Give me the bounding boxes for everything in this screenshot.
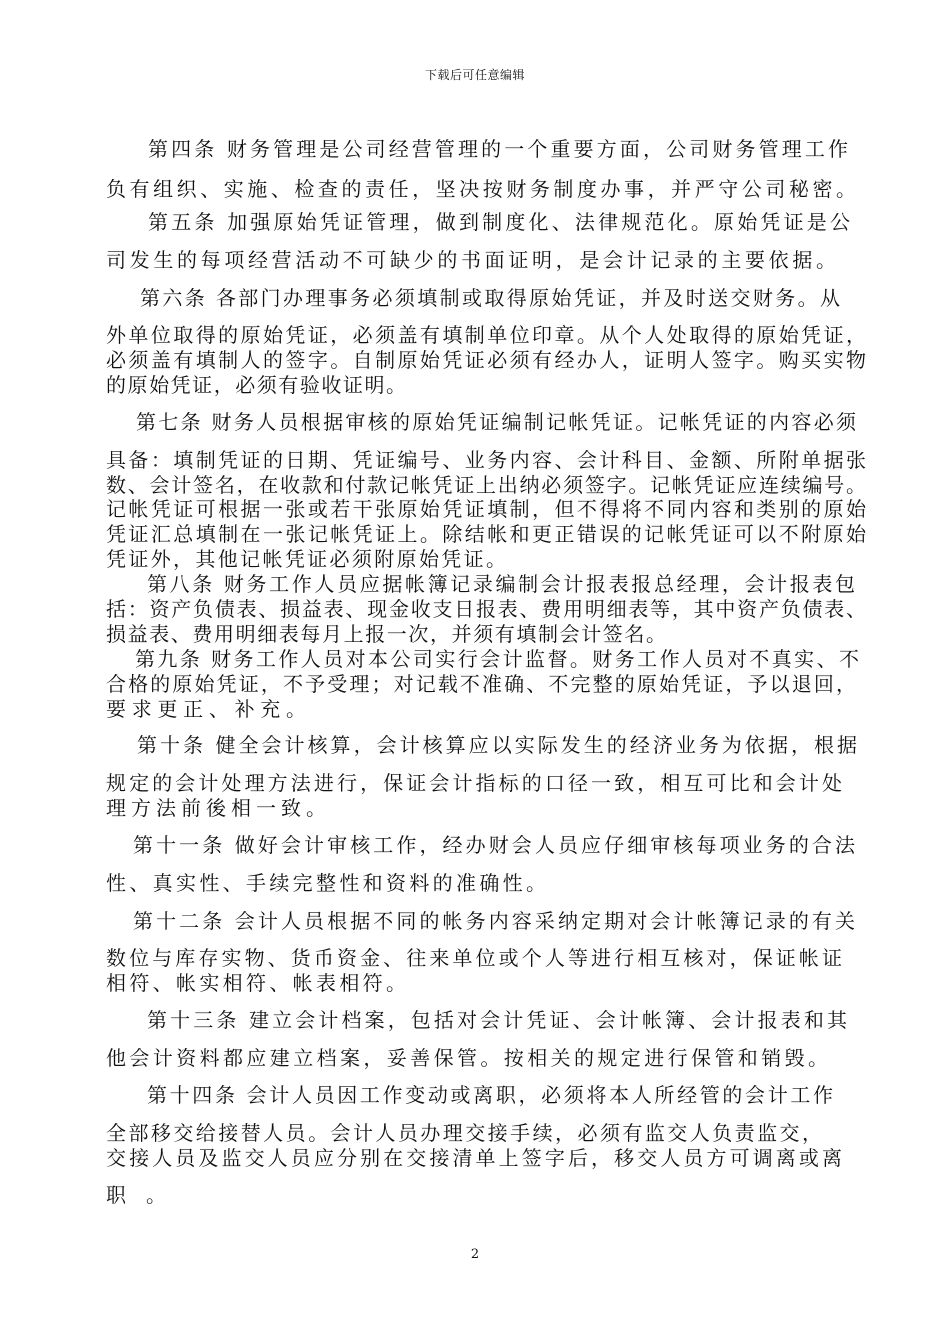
text-line: 第五条 加强原始凭证管理，做到制度化、法律规范化。原始凭证是公 xyxy=(148,210,854,234)
page-header-note: 下载后可任意编辑 xyxy=(424,68,525,82)
page-number: 2 xyxy=(470,1247,480,1262)
text-line: 具备：填制凭证的日期、凭证编号、业务内容、会计科目、金额、所附单据张 xyxy=(106,448,869,472)
text-line: 凭证汇总填制在一张记帐凭证上。除结帐和更正错误的记帐凭证可以不附原始 xyxy=(106,522,869,546)
text-line: 相符、帐实相符、帐表相符。 xyxy=(106,971,410,995)
text-line: 第十条 健全会计核算，会计核算应以实际发生的经济业务为依据，根据 xyxy=(137,733,861,757)
text-line: 记帐凭证可根据一张或若干张原始凭证填制，但不得将不同内容和类别的原始 xyxy=(106,497,869,521)
text-line: 必须盖有填制人的签字。自制原始凭证必须有经办人，证明人签字。购买实物 xyxy=(106,348,869,372)
text-line: 他会计资料都应建立档案，妥善保管。按相关的规定进行保管和销毁。 xyxy=(106,1046,832,1070)
text-line: 第七条 财务人员根据审核的原始凭证编制记帐凭证。记帐凭证的内容必须 xyxy=(136,410,859,434)
text-line: 第十二条 会计人员根据不同的帐务内容采纳定期对会计帐簿记录的有关 xyxy=(133,909,859,933)
text-line: 全部移交给接替人员。会计人员办理交接手续，必须有监交人负责监交， xyxy=(106,1121,825,1145)
text-line: 第十四条 会计人员因工作变动或离职，必须将本人所经管的会计工作 xyxy=(147,1083,836,1107)
text-line: 负有组织、实施、检查的责任，坚决按财务制度办事，并严守公司秘密。 xyxy=(106,177,860,201)
text-line: 理方法前後相一致。 xyxy=(106,796,331,820)
text-line: 数位与库存实物、货币资金、往来单位或个人等进行相互核对，保证帐证 xyxy=(106,946,846,970)
text-line: 司发生的每项经营活动不可缺少的书面证明，是会计记录的主要依据。 xyxy=(106,248,840,272)
text-line: 性、真实性、手续完整性和资料的准确性。 xyxy=(106,871,550,895)
text-line: 外单位取得的原始凭证，必须盖有填制单位印章。从个人处取得的原始凭证， xyxy=(106,323,869,347)
text-line: 第十三条 建立会计档案，包括对会计凭证、会计帐簿、会计报表和其 xyxy=(147,1008,851,1032)
text-line: 第十一条 做好会计审核工作，经办财会人员应仔细审核每项业务的合法 xyxy=(133,833,859,857)
text-line: 第八条 财务工作人员应据帐簿记录编制会计报表报总经理，会计报表包 xyxy=(147,572,858,596)
text-line: 括：资产负债表、损益表、现金收支日报表、费用明细表等，其中资产负债表、 xyxy=(106,597,868,621)
text-line: 损益表、费用明细表每月上报一次，并须有填制会计签名。 xyxy=(106,622,668,646)
text-line: 凭证外，其他记帐凭证必须附原始凭证。 xyxy=(106,547,509,571)
text-line: 第六条 各部门办理事务必须填制或取得原始凭证，并及时送交财务。从 xyxy=(140,286,843,310)
text-line: 的原始凭证，必须有验收证明。 xyxy=(106,373,408,397)
text-line: 第四条 财务管理是公司经营管理的一个重要方面，公司财务管理工作 xyxy=(148,137,852,161)
text-line: 合格的原始凭证，不予受理；对记载不准确、不完整的原始凭证，予以退回， xyxy=(106,672,859,696)
text-line: 规定的会计处理方法进行，保证会计指标的口径一致，相互可比和会计处 xyxy=(106,771,846,795)
text-line: 第九条 财务工作人员对本公司实行会计监督。财务工作人员对不真实、不 xyxy=(135,647,862,671)
text-line: 职。 xyxy=(106,1183,186,1207)
text-line: 数、会计签名，在收款和付款记帐凭证上出纳必须签字。记帐凭证应连续编号。 xyxy=(106,473,868,497)
text-line: 交接人员及监交人员应分别在交接清单上签字后，移交人员方可调离或离 xyxy=(106,1146,846,1170)
text-line: 要求更正、补充。 xyxy=(106,697,312,721)
